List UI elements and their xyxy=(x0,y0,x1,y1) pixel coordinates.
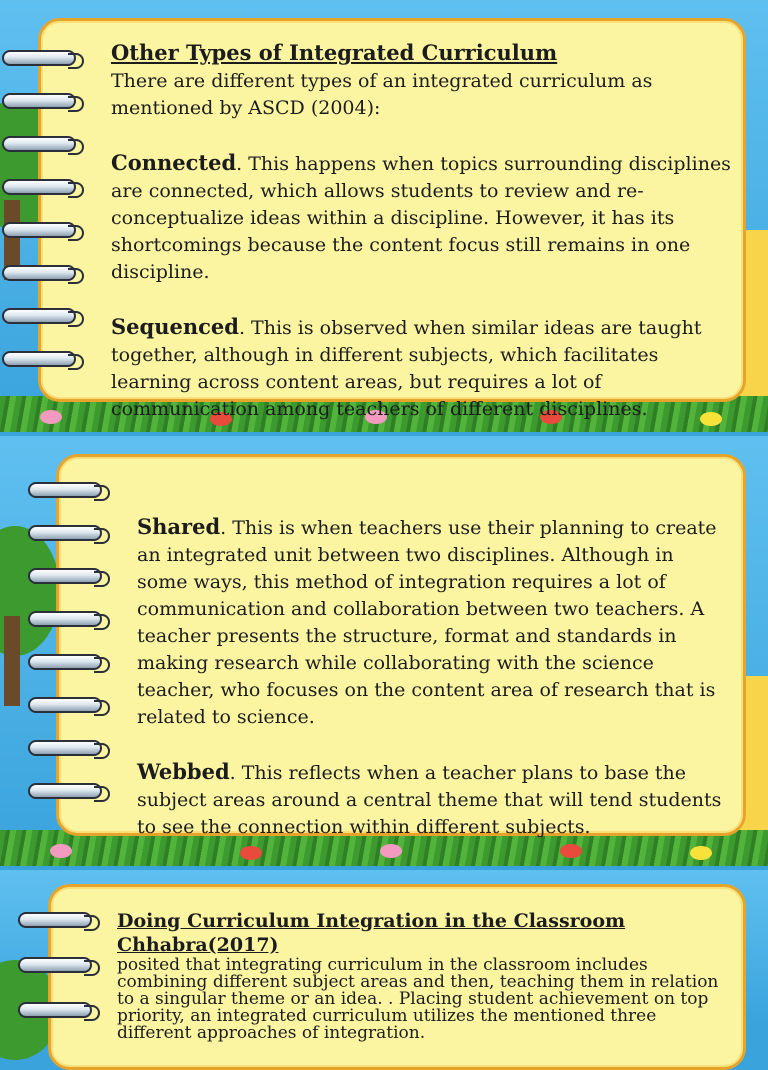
sequenced-paragraph xyxy=(111,313,739,423)
binding-ring xyxy=(2,50,76,66)
flower-decoration xyxy=(40,410,62,424)
binding-ring xyxy=(2,351,76,367)
body-text: posited that integrating curriculum in the classroom includes combining different subject areas and then, teaching them in relation to a singular theme or an idea. . Placing student achievement on top priority, an integrated curriculum utilizes the mentioned three different approaches of integration. xyxy=(117,955,719,1043)
card-text xyxy=(111,39,739,423)
shared-paragraph xyxy=(137,513,727,731)
binding-ring xyxy=(2,265,76,281)
tree-trunk xyxy=(4,616,20,706)
flower-decoration xyxy=(560,844,582,858)
card-text xyxy=(137,513,727,841)
binding-ring xyxy=(2,222,76,238)
slide-2 xyxy=(0,436,768,866)
flower-decoration xyxy=(50,844,72,858)
binding-ring xyxy=(18,912,92,928)
binding-ring xyxy=(28,525,102,541)
connected-term: Connected xyxy=(111,150,237,175)
binding-ring xyxy=(28,482,102,498)
binding-ring xyxy=(28,740,102,756)
binding-ring xyxy=(18,957,92,973)
sequenced-term: Sequenced xyxy=(111,314,239,339)
binding-ring xyxy=(18,1002,92,1018)
connected-text: . This happens when topics surrounding disciplines are connected, which allows students to review and re-conceptualize ideas within a discipline. However, it has its shortcomings because the content focus still remains in one discipline. xyxy=(111,153,731,283)
binding-ring xyxy=(28,697,102,713)
binding-ring xyxy=(28,611,102,627)
webbed-text: . This reflects when a teacher plans to base the subject areas around a central theme that will tend students to see the connection within different subjects. xyxy=(137,762,722,838)
notebook-card xyxy=(38,18,746,420)
connected-paragraph xyxy=(111,149,739,286)
webbed-term: Webbed xyxy=(137,759,230,784)
sequenced-text: . This is observed when similar ideas are taught together, although in different subjects, which facilitates learning across content areas, but requires a lot of communication among teachers of different disciplines. xyxy=(111,317,702,420)
binding-ring xyxy=(2,308,76,324)
shared-term: Shared xyxy=(137,514,221,539)
binding-ring xyxy=(28,654,102,670)
binding-ring xyxy=(2,93,76,109)
notebook-card xyxy=(48,884,746,1070)
flower-decoration xyxy=(380,844,402,858)
flower-decoration xyxy=(690,846,712,860)
slide-title: Doing Curriculum Integration in the Classroom Chhabra(2017) xyxy=(117,910,626,956)
intro-text: There are different types of an integrated curriculum as mentioned by ASCD (2004): xyxy=(111,70,653,119)
slide-1 xyxy=(0,0,768,432)
webbed-paragraph xyxy=(137,758,727,841)
slide-3 xyxy=(0,870,768,1043)
binding-ring xyxy=(2,179,76,195)
binding-ring xyxy=(28,783,102,799)
binding-ring xyxy=(2,136,76,152)
flower-decoration xyxy=(240,846,262,860)
shared-text: . This is when teachers use their planning to create an integrated unit between two disciplines. Although in some ways, this method of integration requires a lot of communication and collaboration between two teachers. A teacher presents the structure, format and standards in making research while collaborating with the science teacher, who focuses on the content area of research that is related to science. xyxy=(137,517,717,728)
notebook-card xyxy=(56,454,746,836)
slide-title: Other Types of Integrated Curriculum xyxy=(111,40,558,65)
card-text xyxy=(117,909,733,1042)
binding-ring xyxy=(28,568,102,584)
